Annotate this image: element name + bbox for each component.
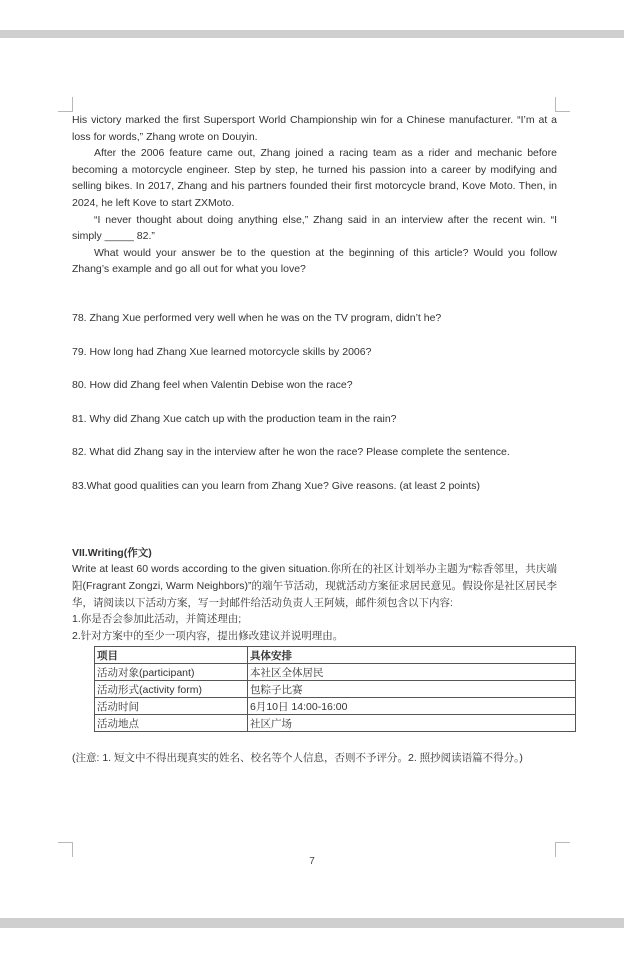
writing-requirement-1: 1.你是否会参加此活动，并简述理由; — [72, 613, 242, 626]
table-cell-item: 活动对象(participant) — [95, 664, 248, 681]
crop-mark-bottom-right — [555, 842, 570, 857]
article-paragraph-1: His victory marked the first Supersport World Championship win for a Chinese manufacturer. “I’m at a loss for words,” Zhang wrote on Douyin. — [72, 114, 557, 143]
question-78: 78. Zhang Xue performed very well when he was on the TV program, didn’t he? — [72, 311, 442, 324]
table-cell-item: 活动地点 — [95, 715, 248, 732]
table-header-arrangement: 具体安排 — [248, 647, 576, 664]
table-header-row — [95, 647, 576, 664]
writing-section-title: VII.Writing(作文) — [72, 546, 152, 559]
table-row — [95, 715, 576, 732]
page-content — [72, 112, 557, 767]
article-paragraph-2: After the 2006 feature came out, Zhang joined a racing team as a rider and mechanic before becoming a motorcycle engineer. Step by step, he turned his passion into a career by modifying and selling bikes. In 2017, Zhang and his partners founded their first motorcycle brand, Kove Moto. Then, in 2024, he left Kove to start ZXMoto. — [72, 147, 557, 209]
table-cell-arrangement: 包粽子比赛 — [248, 681, 576, 698]
writing-requirement-2: 2.针对方案中的至少一项内容，提出修改建议并说明理由。 — [72, 630, 344, 643]
writing-prompt: Write at least 60 words according to the given situation.你所在的社区计划举办主题为“粽香邻里，共庆端阳(Fragrant Zongzi, Warm Neighbors)”的端午节活动，现就活动方案征求居民意见。假设你是社区居民李华，请阅读以下活动方案，写一封邮件给活动负责人王阿姨，邮件须包含以下内容: — [72, 563, 557, 609]
table-cell-item: 活动形式(activity form) — [95, 681, 248, 698]
article-paragraph-3: “I never thought about doing anything else,” Zhang said in an interview after the recent win. “I simply _____ 82.” — [72, 213, 557, 243]
table-cell-arrangement: 社区广场 — [248, 715, 576, 732]
question-83: 83.What good qualities can you learn from Zhang Xue? Give reasons. (at least 2 points) — [72, 479, 480, 492]
table-cell-arrangement: 本社区全体居民 — [248, 664, 576, 681]
table-header-item: 项目 — [95, 647, 248, 664]
table-cell-arrangement: 6月10日 14:00-16:00 — [248, 698, 576, 715]
table-cell-item: 活动时间 — [95, 698, 248, 715]
question-81: 81. Why did Zhang Xue catch up with the production team in the rain? — [72, 412, 397, 425]
question-80: 80. How did Zhang feel when Valentin Debise won the race? — [72, 379, 353, 392]
crop-mark-top-left — [58, 97, 73, 112]
bottom-scan-band — [0, 918, 624, 928]
top-scan-band — [0, 30, 624, 38]
activity-plan-table — [94, 646, 576, 732]
crop-mark-top-right — [555, 97, 570, 112]
article-paragraph-4: What would your answer be to the question at the beginning of this article? Would you follow Zhang’s example and go all out for what you love? — [72, 246, 557, 276]
table-row — [95, 698, 576, 715]
table-row — [95, 664, 576, 681]
question-82: 82. What did Zhang say in the interview after he won the race? Please complete the sentence. — [72, 446, 510, 459]
writing-note: (注意: 1. 短文中不得出现真实的姓名、校名等个人信息，否则不予评分。2. 照抄阅读语篇不得分。) — [72, 752, 523, 765]
table-row — [95, 681, 576, 698]
question-79: 79. How long had Zhang Xue learned motorcycle skills by 2006? — [72, 345, 372, 358]
crop-mark-bottom-left — [58, 842, 73, 857]
page-number: 7 — [309, 856, 315, 867]
